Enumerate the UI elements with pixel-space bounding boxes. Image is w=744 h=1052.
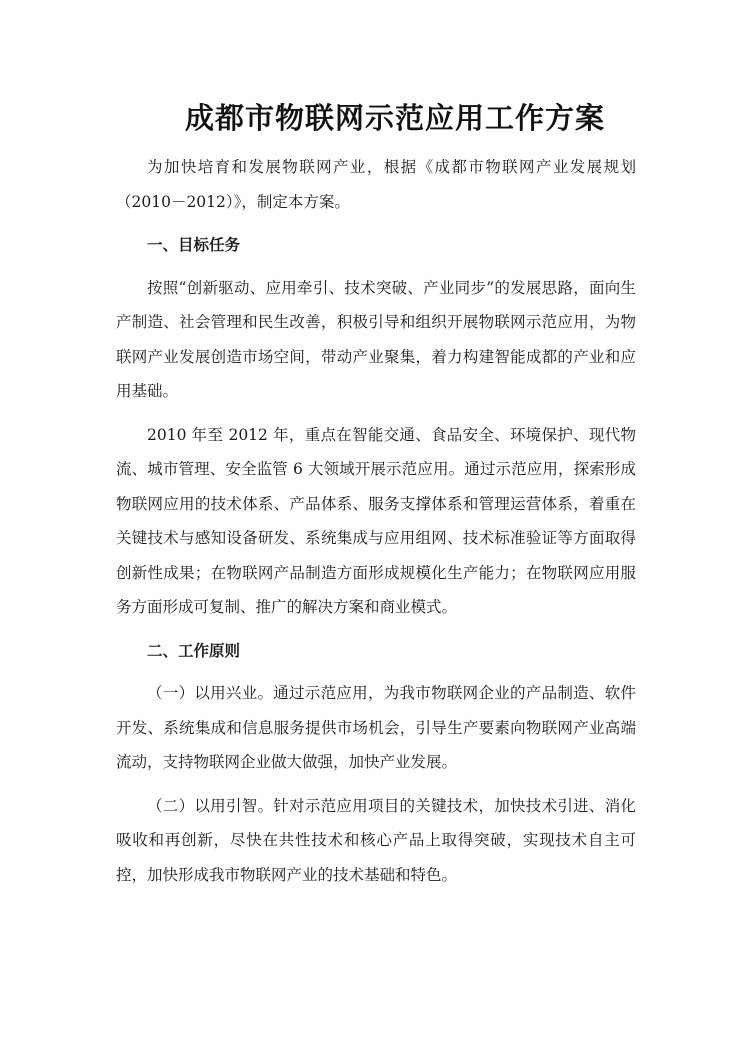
document-body xyxy=(116,150,636,901)
principles-paragraph-1: （一）以用兴业。通过示范应用，为我市物联网企业的产品制造、软件开发、系统集成和信息服务提供市场机会，引导生产要素向物联网产业高端流动，支持物联网企业做大做强，加快产业发展。 xyxy=(116,684,636,771)
intro-paragraph: 为加快培育和发展物联网产业，根据《成都市物联网产业发展规划（2010－2012）》，制定本方案。 xyxy=(116,158,636,211)
goals-paragraph-1: 按照“创新驱动、应用牵引、技术突破、产业同步”的发展思路，面向生产制造、社会管理和民生改善，积极引导和组织开展物联网示范应用，为物联网产业发展创造市场空间，带动产业聚集，着力构建智能成都的产业和应用基础。 xyxy=(116,278,636,400)
section-heading-principles: 二、工作原则 xyxy=(147,640,241,660)
principles-paragraph-2: （二）以用引智。针对示范应用项目的关键技术，加快技术引进、消化吸收和再创新，尽快在共性技术和核心产品上取得突破，实现技术自主可控，加快形成我市物联网产业的技术基础和特色。 xyxy=(116,796,636,884)
goals-paragraph-2: 2010 年至 2012 年，重点在智能交通、食品安全、环境保护、现代物流、城市管理、安全监管 6 大领域开展示范应用。通过示范应用，探索形成物联网应用的技术体系、产品体系、服务支撑体系和管理运营体系，着重在关键技术与感知设备研发、系统集成与应用组网、技术标准验证等方面取得创新性成果；在物联网产品制造方面形成规模化生产能力；在物联网应用服务方面形成可复制、推广的解决方案和商业模式。 xyxy=(116,425,636,616)
document-title: 成都市物联网示范应用工作方案 xyxy=(184,101,605,135)
section-heading-goals: 一、目标任务 xyxy=(147,235,241,254)
